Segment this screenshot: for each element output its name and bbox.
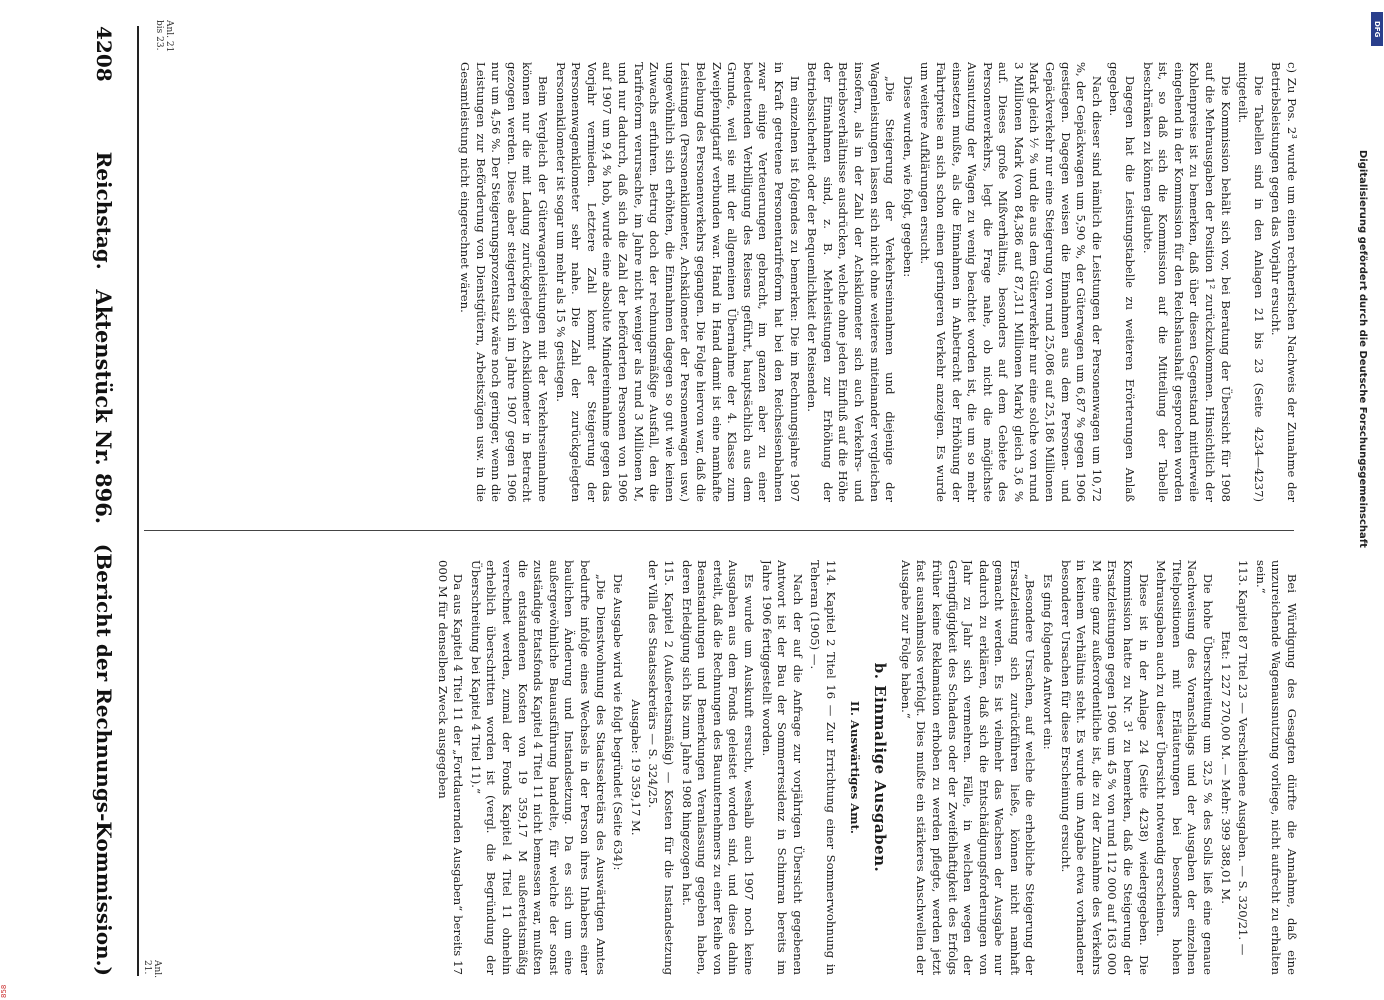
paragraph: Da aus Kapitel 4 Titel 11 der „Fortdauernden Ausgaben“ bereits 17 000 M für denselben Zweck ausgegeben <box>435 560 466 975</box>
paragraph: Bei Würdigung des Gesagten dürfte die Annahme, daß eine unzureichende Wagenausnutzung vorliege, nicht aufrecht zu erhalten sein.“ <box>1253 560 1299 975</box>
page-number: 4208 <box>92 26 116 82</box>
item-114-heading: 114. Kapitel 2 Titel 16 — Zur Errichtung einer Sommerwohnung in Teheran (1905) —. <box>808 560 838 975</box>
paragraph: Diese wurden, wie folgt, gegeben: <box>900 75 915 278</box>
column-divider <box>144 530 1294 531</box>
dfg-logo: DFG <box>1371 12 1383 46</box>
header-right-title: (Bericht der Rechnungs-Kommission.) <box>92 543 116 976</box>
item-113-heading: 113. Kapitel 87 Titel 23 — Verschiedene Ausgaben. — S. 320/21. — <box>1236 560 1251 956</box>
paragraph: Die Ausgabe wird wie folgt begründet (Seite 634): <box>611 573 626 871</box>
paragraph: Es ging folgende Antwort ein: <box>1041 573 1056 750</box>
left-column <box>149 62 1299 502</box>
paragraph: Im einzelnen ist folgendes zu bemerken: Die im Rechnungsjahre 1907 in Kraft getretene Personentarifreform hat bei den Reichseisenbahnen zwar einige Verteuerungen gebracht, im ganzen aber zu einer bedeutenden Verbilligung des Reisens geführt, hauptsächlich aus dem Grunde, weil sie mit der allgemeinen Übernahme der 4. Klasse zum Zweipfennigtarif verbunden war. Hand in Hand damit ist eine namhafte Belebung des Personenverkehrs gegangen. Die Folge hiervon war, daß die Leistungen (Personenkilometer, Achskilometer der Personenwagen usw.) ungewöhnlich sich erhöhten, die Einnahmen dagegen so gut wie keinen Zuwachs erfuhren. Betrug doch der rechnungsmäßige Ausfall, den die Tarifreform verursachte, im Jahre nicht weniger als rund 3 Millionen M, und nur dadurch, daß sich die Zahl der beförderten Personen von 1906 auf 1907 um 9,4 % hob, wurde eine absolute Mindereinnahme gegen das Vorjahr vermieden. Letztere Zahl kommt der Steigerung der Personenwagenkilometer sehr nahe. Die Zahl der zurückgelegten Personenkilometer ist sogar um mehr als 15 % gestiegen. <box>553 62 802 502</box>
paragraph: Die Tabellen sind in den Anlagen 21 bis 23 (Seite 4234—4237) mitgeteilt. <box>1236 62 1266 502</box>
paragraph: „Die Steigerung der Verkehrseinnahmen und diejenige der Wagenleistungen lassen sich nicht ohne weiteres miteinander vergleichen insofern, als in der Zahl der Achskilometer sich auch Verkehrs- und Betriebsverhältnisse ausdrücken, welche ohne jeden Einfluß auf die Höhe der Einnahmen sind, z. B. Mehrleistungen zur Erhöhung der Betriebssicherheit oder der Bequemlichkeit der Reisenden. <box>805 62 898 502</box>
paragraph: Die hohe Überschreitung um 32,5 % des Solls ließ eine genaue Nachweisung des Voranschlags und der Ausgaben der einzelnen Titelpositionen mit Erläuterungen bei besonders hohen Mehrausgaben auch zu dieser Übersicht notwendig erscheinen. <box>1154 560 1216 975</box>
paragraph: Diese ist in der Anlage 24 (Seite 4238) wiedergegeben. Die Kommission hatte zu Nr. 3¹ zu bemerken, daß die Steigerung der Ersatzleistungen gegen 1906 um 45 % von rund 112 000 auf 163 000 M eine ganz außerordentliche ist, die zu der Zunahme des Verkehrs in keinem Verhältnis steht. Es wurde um Angabe etwa vorhandener besonderer Ursachen für diese Erscheinung ersucht. <box>1058 560 1151 975</box>
right-column <box>149 560 1299 975</box>
digitization-credit <box>1340 150 1380 1000</box>
margin-note-right: Anl. 21. <box>142 960 162 979</box>
item-113-amounts: Etat: 1 227 270,00 M. — Mehr: 399 388,01 M. <box>1218 631 1233 904</box>
item-115-amount: Ausgabe: 19 359,17 M. <box>628 699 643 836</box>
paragraph: Die Kommission behält sich vor, bei Beratung der Übersicht für 1908 auf die Mehrausgaben der Position 1² zurückzukommen. Hinsichtlich der Kohlenpreise ist zu bemerken, daß über diesen Gegenstand mittlerweile eingehend in der Kommission für den Reichshaushalt gesprochen worden ist, so daß sich die Kommission auf die Mitteilung der Tabelle beschränken zu können glaubte. <box>1140 62 1233 502</box>
paragraph: Beim Vergleich der Güterwagenleistungen mit der Verkehrseinnahme können nur die mit Ladung zurückgelegten Achskilometer in Betracht gezogen werden. Diese aber steigerten sich im Jahre 1907 gegen 1906 nur um 4,56 %. Der Steigerungsprozentsatz wäre noch geringer, wenn die Leistungen zur Beförderung von Dienstgütern, Arbeitszügen usw. in die Gesamtleistung nicht eingerechnet wären. <box>458 62 551 502</box>
corner-code: 858 <box>0 984 8 998</box>
item-115-heading: 115. Kapitel 2 (Außeretatsmäßig) — Kosten für die Instandsetzung der Villa des Staatssekretärs — S. 324/25. <box>646 560 677 975</box>
paragraph: „Die Dienstwohnung des Staatssekretärs des Auswärtigen Amtes bedurfte infolge eines Wechsels in der Person ihres Inhabers einer baulichen Änderung und Instandsetzung. Da es sich um eine außergewöhnliche Bauausführung handelte, für welche der sonst zuständige Etatsfonds Kapitel 4 Titel 11 nicht bemessen war, mußten die entstandenen Kosten von 19 359,17 M außeretatsmäßig verrechnet werden, zumal der Fonds Kapitel 4 Titel 11 ohnehin erheblich überschritten worden ist (vergl. die Begründung der Überschreitung bei Kapitel 4 Titel 11).“ <box>468 560 608 975</box>
margin-note-left: Anl. 21 bis 23. <box>154 20 174 53</box>
section-heading-b: b. Einmalige Ausgaben. <box>871 662 890 873</box>
credit-text: Digitalisierung gefördert durch die Deutsche Forschungsgemeinschaft <box>1357 150 1368 548</box>
header-left-label: Reichstag. <box>92 151 116 270</box>
paragraph: Nach der auf die Anfrage zur vorjährigen Übersicht gegebenen Antwort ist der Bau der Sommerresidenz in Schimran bereits im Jahre 1906 fertiggestellt worden. <box>759 560 805 975</box>
page-header <box>79 26 129 976</box>
paragraph: „Besondere Ursachen, auf welche die erhebliche Steigerung der Ersatzleistung sich zurückführen ließe, können nicht namhaft gemacht werden. Es ist vielmehr das Wachsen der Ausgabe nur dadurch zu erklären, daß sich die Entschädigungsforderungen von Jahr zu Jahr sich vermehren. Fälle, in welchen wegen der Geringfügigkeit des Schadens oder der Zweifelhaftigkeit des Erfolgs früher keine Reklamation erhoben zu werden pflegte, werden jetzt fast ausnahmslos verfolgt. Dies mußte ein stärkeres Anschwellen der Ausgabe zur Folge haben.“ <box>898 560 1038 975</box>
paragraph: Nach dieser sind nämlich die Leistungen der Personenwagen um 10,72 %, der Gepäckwagen um 5,90 %, der Güterwagen um 6,87 % gegen 1906 gestiegen. Dagegen weisen die Einnahmen aus dem Personen- und Gepäckverkehr nur eine Steigerung von rund 25,086 auf 25,186 Millionen Mark gleich ⅐ % und die aus dem Güterverkehr nur eine solche von rund 3 Millionen Mark (von 84,386 auf 87,311 Millionen Mark) gleich 3,6 % auf. Dieses große Mißverhältnis, besonders auf dem Gebiete des Personenverkehrs, legt die Frage nahe, ob nicht die möglichste Ausnutzung der Wagen zu wenig beachtet worden ist, die um so mehr einsetzen mußte, als die Einnahmen in Anbetracht der Erhöhung der Fahrtpreise an sich schon einen geringeren Verkehr anzeigen. Es wurde um weitere Aufklärungen ersucht. <box>918 62 1104 502</box>
paragraph: Es wurde um Auskunft ersucht, weshalb auch 1907 noch keine Ausgaben aus dem Fonds geleistet worden sind, und diese dahin erteilt, daß die Rechnungen des Bauunternehmers zu einer Reihe von Beanstandungen und Bemerkungen Veranlassung gegeben haben, deren Erledigung sich bis zum Jahre 1908 hingezogen hat. <box>679 560 756 975</box>
header-center-title: Aktenstück Nr. 896. <box>91 289 117 525</box>
paragraph: Dagegen hat die Leistungstabelle zu weiteren Erörterungen Anlaß gegeben. <box>1107 62 1138 502</box>
header-rule <box>137 26 139 976</box>
section-heading-II: II. Auswärtiges Amt. <box>847 701 862 834</box>
paragraph: c) Zu Pos. 2³ wurde um einen rechnerischen Nachweis der Zunahme der Betriebsleistungen gegen das Vorjahr ersucht. <box>1269 62 1299 502</box>
